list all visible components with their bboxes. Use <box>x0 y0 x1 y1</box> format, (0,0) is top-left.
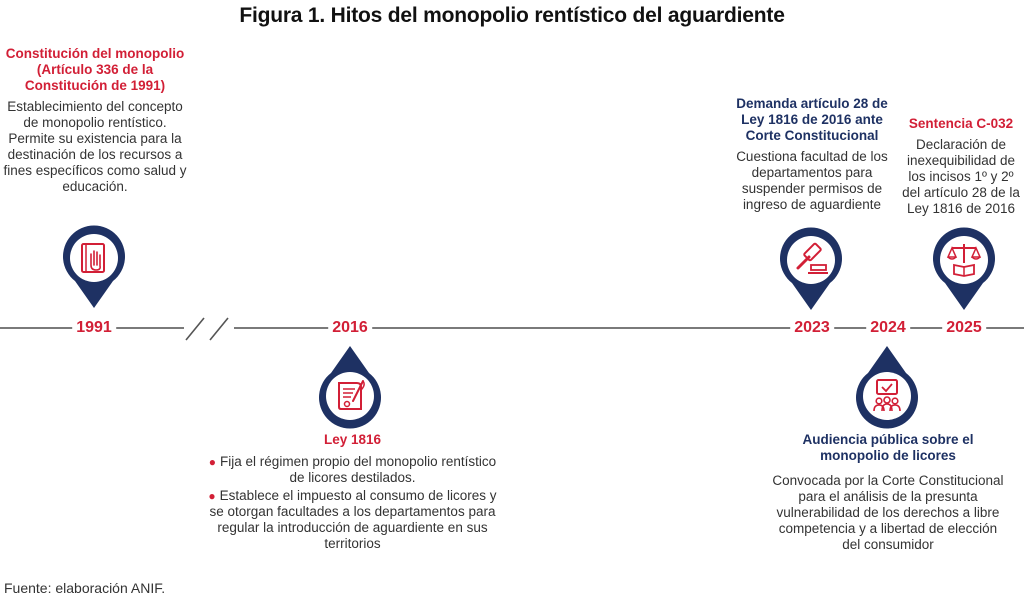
public-hearing-people-icon <box>854 345 920 429</box>
year-label-2024: 2024 <box>866 317 910 339</box>
source-note: Fuente: elaboración ANIF. <box>4 580 166 596</box>
milestone-2016-heading: Ley 1816 <box>323 432 382 447</box>
constitution-book-hand-icon <box>61 225 127 309</box>
milestone-2025-desc: Declaración de inexequibilidad de los incisos 1º y 2º del artículo 28 de la Ley 1816 de 2016 <box>902 137 1020 216</box>
milestone-2016-bullets <box>205 454 500 552</box>
milestone-2023-desc: Cuestiona facultad de los departamentos para suspender permisos de ingreso de aguardiente <box>736 149 888 212</box>
milestone-2024-desc: Convocada por la Corte Constitucional para el análisis de la presunta vulnerabilidad de los derechos a libre competencia y a libertad de elección del consumidor <box>772 473 1004 552</box>
year-label-2025: 2025 <box>942 317 986 339</box>
year-label-1991: 1991 <box>72 317 116 339</box>
gavel-icon <box>778 227 844 311</box>
bullet-dot-icon: ● <box>208 455 217 469</box>
milestone-2025-heading: Sentencia C-032 <box>908 116 1014 131</box>
milestone-1991-desc: Establecimiento del concepto de monopolio rentístico. Permite su existencia para la destinación de los recursos a fines específicos como salud y educación. <box>3 99 187 194</box>
figure-title: Figura 1. Hitos del monopolio rentístico del aguardiente <box>239 4 785 27</box>
axis-break <box>184 316 234 342</box>
milestone-2024-heading: Audiencia pública sobre el monopolio de licores <box>802 432 974 463</box>
milestone-2023 <box>728 96 896 213</box>
milestone-2024 <box>770 432 1006 553</box>
year-label-2023: 2023 <box>790 317 834 339</box>
bullet-item: ● Establece el impuesto al consumo de licores y se otorgan facultades a los departamentos para regular la introducción de aguardiente en sus territorios <box>208 488 497 551</box>
bullet-dot-icon: ● <box>208 489 216 503</box>
bullet-item: ● Fija el régimen propio del monopolio rentístico de licores destilados. <box>208 454 497 485</box>
milestone-2023-heading: Demanda artículo 28 de Ley 1816 de 2016 ante Corte Constitucional <box>736 96 888 143</box>
milestone-2016 <box>205 432 500 552</box>
year-label-2016: 2016 <box>328 317 372 339</box>
scales-of-justice-icon <box>931 227 997 311</box>
milestone-2025 <box>898 116 1024 217</box>
law-scroll-quill-icon <box>317 345 383 429</box>
milestone-1991 <box>0 46 190 195</box>
milestone-1991-heading: Constitución del monopolio (Artículo 336 de la Constitución de 1991) <box>5 46 185 93</box>
